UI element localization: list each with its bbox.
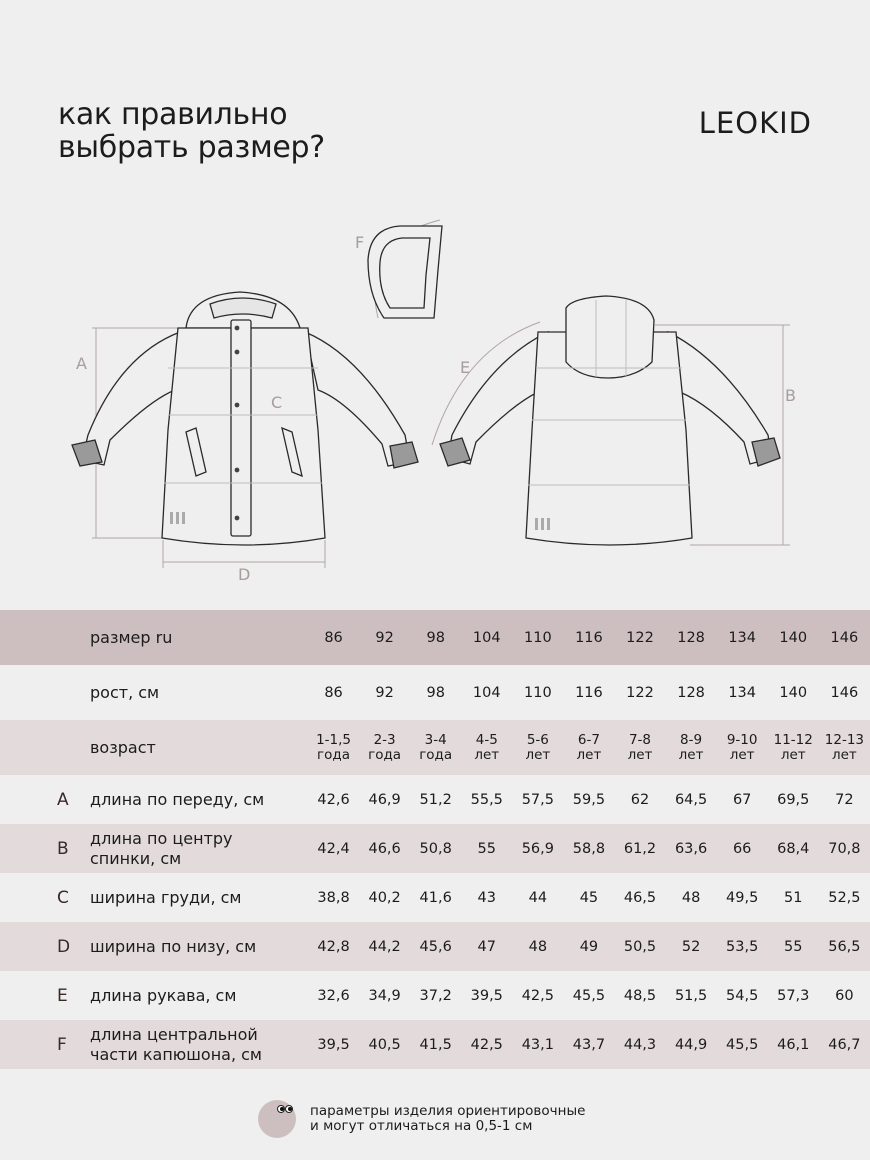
table-cell: 32,6 bbox=[317, 987, 350, 1004]
table-cell: 42,6 bbox=[317, 791, 350, 808]
table-cell: 61,2 bbox=[623, 840, 657, 857]
row-label: размер ru bbox=[90, 627, 173, 647]
row-label: длина центральной части капюшона, см bbox=[90, 1024, 262, 1064]
table-cell: 43,1 bbox=[521, 1036, 554, 1053]
note-line-1: параметры изделия ориентировочные bbox=[310, 1103, 586, 1119]
table-cell: 44,9 bbox=[674, 1036, 708, 1053]
table-cell: 146 bbox=[830, 629, 859, 646]
table-cell: 49,5 bbox=[726, 889, 759, 906]
table-cell: 68,4 bbox=[777, 840, 810, 857]
table-cell: 57,3 bbox=[777, 987, 810, 1004]
table-cell: 54,5 bbox=[726, 987, 759, 1004]
table-cell: 42,8 bbox=[317, 938, 350, 955]
table-row bbox=[0, 873, 870, 922]
table-cell: 39,5 bbox=[470, 987, 503, 1004]
table-cell: 8-9 лет bbox=[678, 731, 704, 763]
table-row bbox=[0, 971, 870, 1020]
table-cell: 110 bbox=[524, 629, 552, 646]
mascot-icon bbox=[258, 1100, 296, 1138]
table-cell: 110 bbox=[524, 684, 552, 701]
table-cell: 140 bbox=[779, 629, 808, 646]
table-cell: 64,5 bbox=[674, 791, 708, 808]
table-cell: 42,5 bbox=[521, 987, 554, 1004]
table-cell: 60 bbox=[835, 987, 854, 1004]
jacket-measurement-diagram bbox=[0, 200, 870, 600]
table-cell: 5-6 лет bbox=[525, 731, 551, 763]
table-cell: 6-7 лет bbox=[576, 731, 602, 763]
table-cell: 46,7 bbox=[828, 1036, 861, 1053]
table-cell: 41,5 bbox=[419, 1036, 452, 1053]
table-cell: 52 bbox=[681, 938, 701, 955]
row-label: длина по переду, см bbox=[90, 789, 265, 809]
table-cell: 12-13 лет bbox=[824, 731, 864, 763]
row-label: возраст bbox=[90, 737, 156, 757]
table-cell: 128 bbox=[677, 684, 705, 701]
row-letter bbox=[0, 720, 90, 775]
row-letter: F bbox=[57, 1034, 67, 1055]
jacket-front bbox=[72, 292, 418, 545]
table-cell: 47 bbox=[477, 938, 496, 955]
table-row bbox=[0, 665, 870, 720]
table-cell: 11-12 лет bbox=[773, 731, 813, 763]
table-cell: 70,8 bbox=[828, 840, 861, 857]
table-cell: 51,2 bbox=[419, 791, 452, 808]
note-line-2: и могут отличаться на 0,5-1 см bbox=[310, 1118, 533, 1134]
table-cell: 4-5 лет bbox=[474, 731, 500, 763]
table-cell: 98 bbox=[426, 684, 445, 701]
row-label: рост, см bbox=[90, 682, 160, 702]
table-cell: 56,9 bbox=[521, 840, 554, 857]
table-cell: 38,8 bbox=[317, 889, 350, 906]
table-row bbox=[0, 922, 870, 971]
table-row bbox=[0, 610, 870, 665]
table-cell: 57,5 bbox=[521, 791, 554, 808]
table-cell: 37,2 bbox=[419, 987, 452, 1004]
diagram-label-b: B bbox=[785, 386, 796, 405]
table-cell: 46,5 bbox=[623, 889, 657, 906]
table-cell: 116 bbox=[575, 629, 603, 646]
title-line-1: как правильно bbox=[58, 97, 288, 132]
table-cell: 140 bbox=[779, 684, 808, 701]
table-cell: 45,6 bbox=[419, 938, 452, 955]
table-cell: 44,2 bbox=[368, 938, 401, 955]
table-cell: 40,5 bbox=[368, 1036, 401, 1053]
table-cell: 48 bbox=[528, 938, 548, 955]
table-cell: 42,4 bbox=[317, 840, 350, 857]
table-cell: 48 bbox=[681, 889, 701, 906]
table-cell: 41,6 bbox=[419, 889, 452, 906]
table-cell: 92 bbox=[375, 684, 394, 701]
table-cell: 86 bbox=[324, 684, 343, 701]
table-cell: 92 bbox=[375, 629, 394, 646]
page-title bbox=[58, 98, 325, 164]
table-cell: 69,5 bbox=[777, 791, 810, 808]
table-cell: 122 bbox=[626, 684, 654, 701]
table-cell: 55 bbox=[477, 840, 496, 857]
table-cell: 1-1,5 года bbox=[316, 731, 351, 763]
table-cell: 45,5 bbox=[726, 1036, 759, 1053]
row-letter: B bbox=[57, 838, 69, 859]
table-cell: 62 bbox=[630, 791, 650, 808]
table-cell: 55,5 bbox=[470, 791, 503, 808]
row-letter: C bbox=[57, 887, 69, 908]
disclaimer-note bbox=[258, 1100, 585, 1138]
table-cell: 55 bbox=[784, 938, 803, 955]
table-cell: 66 bbox=[732, 840, 752, 857]
hood-detail bbox=[368, 226, 442, 318]
table-cell: 72 bbox=[835, 791, 854, 808]
table-cell: 49 bbox=[579, 938, 599, 955]
table-cell: 86 bbox=[324, 629, 343, 646]
diagram-label-e: E bbox=[460, 358, 471, 377]
table-cell: 45,5 bbox=[572, 987, 606, 1004]
table-cell: 134 bbox=[728, 684, 756, 701]
table-cell: 45 bbox=[579, 889, 599, 906]
table-cell: 51,5 bbox=[674, 987, 708, 1004]
table-cell: 116 bbox=[575, 684, 603, 701]
table-cell: 43 bbox=[477, 889, 496, 906]
brand-logo: LEOKID bbox=[698, 106, 812, 140]
table-cell: 9-10 лет bbox=[726, 731, 758, 763]
table-cell: 44,3 bbox=[623, 1036, 657, 1053]
diagram-label-c: C bbox=[271, 393, 283, 412]
table-cell: 128 bbox=[677, 629, 705, 646]
table-cell: 46,6 bbox=[368, 840, 401, 857]
row-letter bbox=[0, 665, 90, 720]
row-label: длина рукава, см bbox=[90, 985, 237, 1005]
table-row bbox=[0, 775, 870, 824]
row-letter: E bbox=[57, 985, 68, 1006]
table-cell: 50,8 bbox=[419, 840, 452, 857]
table-cell: 104 bbox=[472, 629, 501, 646]
table-cell: 39,5 bbox=[317, 1036, 350, 1053]
table-cell: 122 bbox=[626, 629, 654, 646]
table-cell: 48,5 bbox=[623, 987, 657, 1004]
diagram-label-a: A bbox=[76, 354, 87, 373]
table-cell: 52,5 bbox=[828, 889, 861, 906]
table-cell: 44 bbox=[528, 889, 548, 906]
table-cell: 53,5 bbox=[726, 938, 759, 955]
table-row bbox=[0, 1020, 870, 1069]
table-cell: 7-8 лет bbox=[627, 731, 653, 763]
diagram-label-f: F bbox=[355, 233, 365, 252]
title-line-2: выбрать размер? bbox=[58, 130, 325, 165]
table-cell: 40,2 bbox=[368, 889, 401, 906]
row-letter bbox=[0, 610, 90, 665]
row-letter: A bbox=[57, 789, 69, 810]
table-cell: 2-3 года bbox=[368, 731, 402, 763]
row-label: длина по центру спинки, см bbox=[90, 828, 233, 868]
row-label: ширина по низу, см bbox=[90, 936, 257, 956]
table-cell: 46,9 bbox=[368, 791, 401, 808]
table-cell: 3-4 года bbox=[419, 731, 453, 763]
table-cell: 63,6 bbox=[674, 840, 708, 857]
table-row bbox=[0, 824, 870, 873]
table-cell: 51 bbox=[784, 889, 803, 906]
table-cell: 67 bbox=[732, 791, 752, 808]
diagram-label-d: D bbox=[238, 565, 251, 584]
table-cell: 134 bbox=[728, 629, 756, 646]
table-cell: 50,5 bbox=[623, 938, 657, 955]
table-row bbox=[0, 720, 870, 775]
table-cell: 46,1 bbox=[777, 1036, 810, 1053]
table-cell: 34,9 bbox=[368, 987, 401, 1004]
table-cell: 146 bbox=[830, 684, 859, 701]
table-cell: 42,5 bbox=[470, 1036, 503, 1053]
table-cell: 58,8 bbox=[572, 840, 606, 857]
table-cell: 59,5 bbox=[572, 791, 606, 808]
table-cell: 43,7 bbox=[572, 1036, 606, 1053]
row-label: ширина груди, см bbox=[90, 887, 242, 907]
table-cell: 98 bbox=[426, 629, 445, 646]
row-letter: D bbox=[57, 936, 71, 957]
table-cell: 56,5 bbox=[828, 938, 861, 955]
size-table bbox=[0, 610, 870, 1069]
table-cell: 104 bbox=[472, 684, 501, 701]
